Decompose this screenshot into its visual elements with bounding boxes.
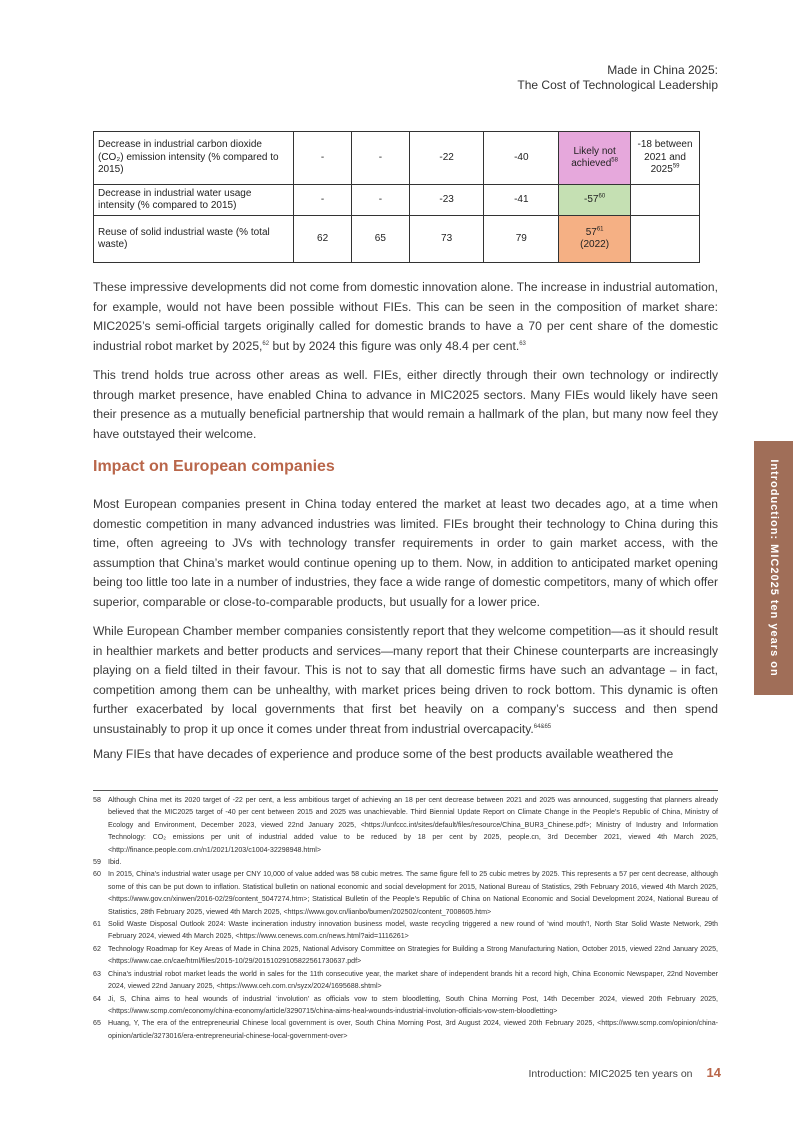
page-number: 14 [706,1065,721,1080]
paragraph-continued: Many FIEs that have decades of experience and produce some of the best products available weathered the [93,747,674,761]
footnote-item [93,943,718,968]
footnote-item [93,968,718,993]
table-cell: - [351,132,409,185]
footnote-text: Technology Roadmap for Key Areas of Made in China 2025, National Advisory Committee on Strategies for Building a Strong Manufacturing Nation, October 2015, viewed 22nd January 2025, <https://www.cae.cn/cae/html/files/2015-10/29/20151029105822561730637.pdf> [108,944,718,966]
table-cell: 65 [351,216,409,263]
footer-title: Introduction: MIC2025 ten years on [528,1068,693,1080]
footnote-number: 58 [93,796,101,804]
footnote-divider [93,790,718,791]
status-text: 57 [585,226,597,238]
paragraph-text: While European Chamber member companies consistently report that they welcome competition—as it should result in healthier markets and better products and services—many report that their Chinese counterparts are increasingly playing on a field tilted in their favour. This is not to say that all domestic firms have such an advantage – in fact, competition among them can be unhealthy, with market prices being driven to rock bottom. This dynamic is often further exacerbated by local governments that first bet heavily on a company’s success and then spend unsustainably to prop it up once it comes under threat from industrial overcapacity. [93,624,718,736]
table-cell: 62 [294,216,352,263]
footnote-ref[interactable]: 61 [596,226,604,233]
paragraph-text: These impressive developments did not come from domestic innovation alone. The increase in industrial automation, for example, would not have been possible without FIEs. This can be seen in the composition of market share: MIC2025’s semi-official targets originally called for domestic brands to have a 70 per cent share of the domestic industrial robot market by 2025, [93,280,718,353]
paragraph-trend: This trend holds true across other areas as well. FIEs, either directly through their own technology or indirectly through market presence, have enabled China to advance in MIC2025 sectors. Many FIEs would likely have seen their presence as a mutually beneficial partnership that would remain a hallmark of the plan, but many now feel they have outstayed their welcome. [93,368,718,441]
footnote-item [93,918,718,943]
row-label: Decrease in industrial carbon dioxide (CO₂) emission intensity (% compared to 2015) [94,132,294,185]
footnote-ref[interactable]: 63 [519,340,526,347]
status-cell-not-achieved [559,132,631,185]
side-tab-label: Introduction: MIC2025 ten years on [767,459,780,677]
header-line-1: Made in China 2025: [607,63,718,77]
footnote-item [93,794,718,856]
table-cell: 73 [409,216,484,263]
row-label: Decrease in industrial water usage intensity (% compared to 2015) [94,185,294,216]
footnote-number: 63 [93,969,101,978]
table-row [94,185,700,216]
table-cell: -41 [484,185,559,216]
table-cell: -22 [409,132,484,185]
footnote-text: Although China met its 2020 target of -22 per cent, a less ambitious target of achieving an 18 per cent decrease between 2021 and 2025 was announced, suggesting that planners already believed that the MIC2025 target of -40 per cent between 2015 and 2025 was unachievable. Third Biennial Update Report on Climate Change in the People’s Republic of China, Ministry of Ecology and Environment, December 2023, viewed 22nd January 2025, <https://unfccc.int/sites/default/files/resource/China_BUR3_Chinese.pdf>; Ministry of Industry and Information Technology: CO₂ emissions per unit of industrial added value to be reduced by 18 per cent by 2025, people.cn, 3rd December 2021, viewed 4th March 2025, <http://finance.people.com.cn/n1/2021/1203/c1004-32298948.html> [108,796,718,854]
paragraph-foreign-enterprises [93,278,718,356]
page-footer [529,1065,721,1080]
table-row [94,216,700,263]
table-cell [631,132,700,185]
status-cell-partial [559,216,631,263]
targets-table [93,131,700,263]
paragraph-competition [93,622,718,739]
footnote-number: 61 [93,920,101,929]
footnote-text: Ji, S, China aims to heal wounds of industrial ‘involution’ as officials vow to stem bloodletting, South China Morning Post, 14th December 2024, viewed 20th February 2025, <https://www.scmp.com/economy/china-economy/article/3290715/china-aims-heal-wounds-industrial-involution-officials-vow-stem-bloodletting> [108,994,718,1015]
table-cell: -40 [484,132,559,185]
footnote-number: 65 [93,1019,101,1028]
footnote-number: 59 [93,858,101,867]
footnote-item [93,993,718,1018]
footnote-text: In 2015, China’s industrial water usage per CNY 10,000 of value added was 58 cubic metres. The same figure fell to 25 cubic metres by 2025. This represents a 57 per cent decrease, although some of this can be put down to inflation. Statistical bulletin on national economic and social development for 2015, National Bureau of Statistics, 29th February 2016, viewed 4th March 2025, <https://www.gov.cn/xinwen/2016-02/29/content_5047274.htm>; Statistical Bulletin of the People’s Republic of China on National Economic and Social Development 2024, National Bureau of Statistics, 28th February 2025, viewed 4th March 2025, <https://www.gov.cn/lianbo/bumen/202502/content_7008605.htm> [108,870,718,916]
paragraph-text: but by 2024 this figure was only 48.4 per cent. [269,338,520,353]
footnote-ref[interactable]: 64&65 [533,723,552,730]
footnote-item [93,856,718,868]
table-cell: - [351,185,409,216]
footnote-item [93,868,718,918]
chapter-side-tab[interactable] [754,441,793,695]
footnotes [93,794,718,1042]
status-text: -57 [584,193,599,205]
running-header [517,63,718,93]
footnote-number: 62 [93,944,101,953]
table-row [94,132,700,185]
status-year: (2022) [580,239,610,250]
paragraph-european-companies: Most European companies present in China today entered the market at least two decades ago, at a time when domestic competition in many advanced industries was limited. FIEs brought their technology to China during this time, often agreeing to JVs with technology transfer requirements in order to gain market access, with the assumption that China’s market would continue opening up to them. Now, in addition to anticipated market opening being too little too late in a number of industries, they face a wide range of domestic competitors, many of which offer superior, comparable or close-to-comparable products, but usually for a lower price. [93,497,718,609]
table-cell: -23 [409,185,484,216]
footnote-text: Huang, Y, The era of the entrepreneurial Chinese local government is over, South China Morning Post, 3rd August 2024, viewed 20th February 2025, <https://www.scmp.com/opinion/china-opinion/article/3273016/era-entrepreneurial-chinese-local-government-over> [108,1019,718,1040]
table-cell [631,185,700,216]
table-cell: - [294,185,352,216]
section-heading: Impact on European companies [93,458,335,475]
footnote-item [93,1017,718,1042]
footnote-ref[interactable]: 60 [598,193,606,200]
header-line-2: The Cost of Technological Leadership [517,78,718,92]
row-label: Reuse of solid industrial waste (% total waste) [94,216,294,263]
status-cell-achieved [559,185,631,216]
footnote-number: 60 [93,870,101,879]
table-cell [631,216,700,263]
table-cell: - [294,132,352,185]
status-text: Likely not achieved [571,145,616,169]
footnote-text: China’s industrial robot market leads the world in sales for the 11th consecutive year, the market share of independent brands hit a record high, China Economic Newspaper, 22nd November 2024, viewed 22nd January 2025, <https://www.ceh.com.cn/syzx/2024/1695688.shtml> [108,969,718,991]
footnote-text: Solid Waste Disposal Outlook 2024: Waste incineration industry innovation business model, waste recycling triggered a new round of ‘wind mouth’!, North Star Solid Waste Network, 29th February 2024, viewed 4th March 2025, <https://www.cenews.com.cn/news.html?aid=1116261> [108,920,718,941]
footnote-ref[interactable]: 62 [262,340,270,347]
table-cell: 79 [484,216,559,263]
footnote-number: 64 [93,994,101,1003]
footnote-ref[interactable]: 58 [611,157,618,164]
revised-target-text: -18 between 2021 and 2025 [637,139,693,176]
footnote-ref[interactable]: 59 [672,163,680,170]
footnote-text: Ibid. [108,858,122,867]
